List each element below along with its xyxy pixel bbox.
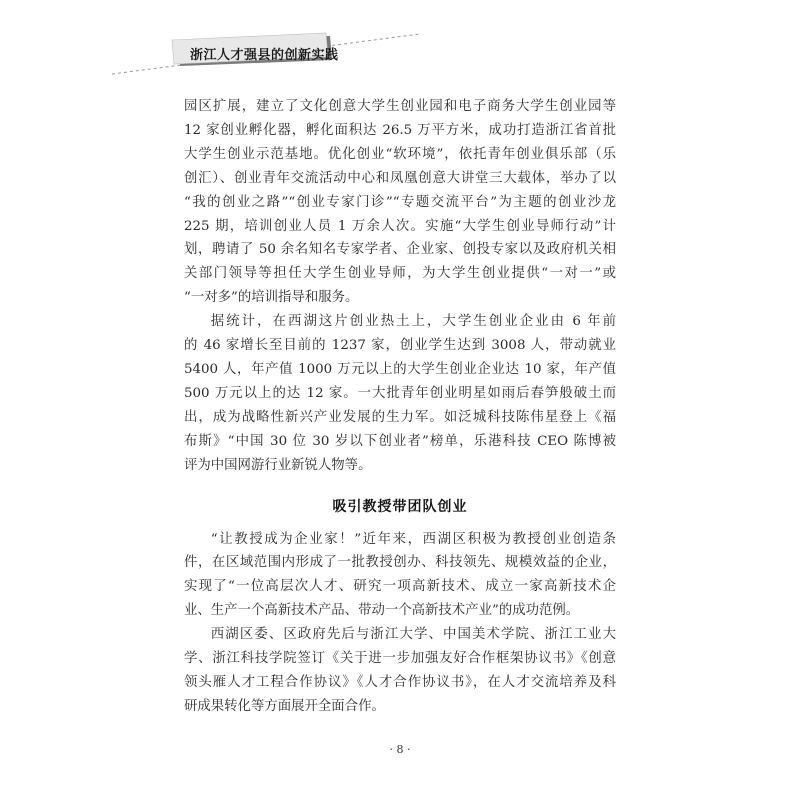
section-heading: 吸引教授带团队创业: [332, 498, 468, 515]
header-decoration: [0, 0, 800, 90]
running-header: [0, 0, 800, 90]
text-line: “一对多”的培训指导和服务。: [184, 290, 359, 306]
text-line: 西湖区委、区政府先后与浙江大学、中国美术学院、浙江工业大: [210, 627, 616, 643]
text-line: 出，成为战略性新兴产业发展的生力军。如泛城科技陈伟星登上《福: [184, 409, 616, 425]
text-line: 大学生创业示范基地。优化创业“软环境”，依托青年创业俱乐部（乐: [184, 146, 616, 162]
text-line: 件，在区域范围内形成了一批教授创办、科技领先、规模效益的企业，: [184, 555, 616, 571]
text-line: 关部门领导等担任大学生创业导师，为大学生创业提供“一对一”或: [184, 266, 616, 282]
body-paragraph: [184, 95, 616, 310]
text-line: “让教授成为企业家！”近年来，西湖区积极为教授创业创造条: [210, 531, 616, 547]
text-line: 学、浙江科技学院签订《关于进一步加强友好合作框架协议书》《创意: [184, 651, 616, 667]
text-line: 5400 人，年产值 1000 万元以上的大学生创业企业达 10 家，年产值: [184, 361, 616, 377]
text-line: 研成果转化等方面展开全面合作。: [184, 698, 385, 714]
text-line: 225 期，培训创业人员 1 万余人次。实施“大学生创业导师行动”计: [184, 218, 616, 234]
body-paragraph: [184, 623, 616, 719]
body-paragraph: [184, 528, 616, 624]
text-line: 实现了“一位高层次人才、研究一项高新技术、成立一家高新技术企: [184, 579, 616, 595]
text-line: 500 万元以上的达 12 家。一大批青年创业明星如雨后春笋般破土而: [184, 385, 616, 401]
text-line: 的 46 家增长至目前的 1237 家，创业学生达到 3008 人，带动就业: [184, 338, 616, 354]
text-line: 园区扩展，建立了文化创意大学生创业园和电子商务大学生创业园等: [184, 99, 616, 114]
text-line: 领头雁人才工程合作协议》《人才合作协议书》，在人才交流培养及科: [184, 674, 616, 690]
body-paragraph: [184, 310, 616, 477]
page-body: [184, 95, 616, 719]
text-line: 划，聘请了 50 余名知名专家学者、企业家、创投专家以及政府机关相: [184, 242, 616, 258]
text-line: “我的创业之路”“创业专家门诊”“专题交流平台”为主题的创业沙龙: [184, 194, 616, 210]
text-line: 创汇）、创业青年交流活动中心和凤凰创意大讲堂三大载体，举办了以: [184, 170, 616, 186]
text-line: 12 家创业孵化器，孵化面积达 26.5 万平方米，成功打造浙江省首批: [184, 122, 616, 138]
header-title: 浙江人才强县的创新实践: [190, 48, 339, 63]
text-line: 据统计，在西湖这片创业热土上，大学生创业企业由 6 年前: [210, 314, 616, 330]
text-line: 布斯》“中国 30 位 30 岁以下创业者”榜单，乐港科技 CEO 陈博被: [184, 433, 616, 449]
page-number: · 8 ·: [389, 743, 411, 756]
text-line: 评为中国网游行业新锐人物等。: [184, 457, 372, 473]
text-line: 业、生产一个高新技术产品、带动一个高新技术产业”的成功范例。: [184, 603, 580, 619]
